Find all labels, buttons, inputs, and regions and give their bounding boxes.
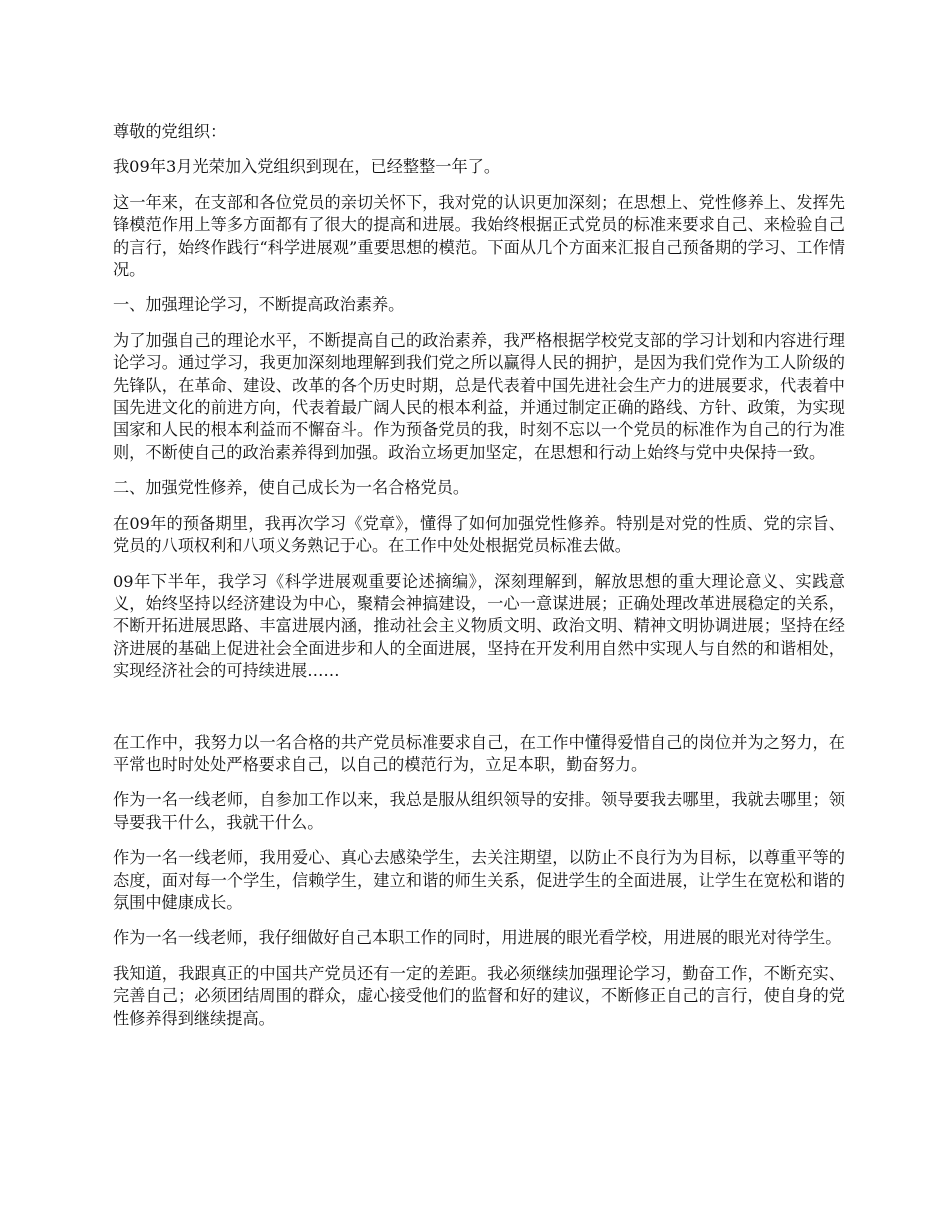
paragraph-scientific-development: 09年下半年，我学习《科学进展观重要论述摘编》，深刻理解到，解放思想的重大理论意义、实践意义，始终坚持以经济建设为中心，聚精会神搞建设，一心一意谋进展；正确处理改革进展稳定的关系，不断开拓进展思路、丰富进展内涵，推动社会主义物质文明、政治文明、精神文明协调进展；坚持在经济进展的基础上促进社会全面进步和人的全面进展，坚持在开发利用自然中实现人与自然的和谐相处，实现经济社会的可持续进展…… [113,571,845,681]
salutation: 尊敬的党组织： [113,122,227,141]
paragraph-overview: 这一年来，在支部和各位党员的亲切关怀下，我对党的认识更加深刻；在思想上、党性修养上、发挥先锋模范作用上等多方面都有了很大的提高和进展。我始终根据正式党员的标准来要求自己、来检验自己的言行，始终作践行“科学进展观”重要思想的模范。下面从几个方面来汇报自己预备期的学习、工作情况。 [113,192,845,280]
paragraph-party-constitution: 在09年的预备期里，我再次学习《党章》，懂得了如何加强党性修养。特别是对党的性质、党的宗旨、党员的八项权利和八项义务熟记于心。在工作中处处根据党员标准去做。 [113,513,845,556]
paragraph-self-improvement: 我知道，我跟真正的中国共产党员还有一定的差距。我必须继续加强理论学习，勤奋工作，不断充实、完善自己；必须团结周围的群众，虚心接受他们的监督和好的建议，不断修正自己的言行，使自身的党性修养得到继续提高。 [113,963,845,1028]
paragraph-gap [113,696,845,732]
section-heading-theory: 一、加强理论学习，不断提高政治素养。 [113,295,405,315]
document-body [113,121,845,1043]
paragraph-join-date: 我09年3月光荣加入党组织到现在，已经整整一年了。 [113,157,501,177]
paragraph-work-attitude: 在工作中，我努力以一名合格的共产党员标准要求自己，在工作中懂得爱惜自己的岗位并为之努力，在平常也时时处处严格要求自己，以自己的模范行为，立足本职，勤奋努力。 [113,732,845,774]
section-heading-party-spirit: 二、加强党性修养，使自己成长为一名合格党员。 [113,478,470,498]
paragraph-theory-study: 为了加强自己的理论水平，不断提高自己的政治素养，我严格根据学校党支部的学习计划和内容进行理论学习。通过学习，我更加深刻地理解到我们党之所以赢得人民的拥护，是因为我们党作为工人阶级的先锋队，在革命、建设、改革的各个历史时期，总是代表着中国先进社会生产力的进展要求，代表着中国先进文化的前进方向，代表着最广阔人民的根本利益，并通过制定正确的路线、方针、政策，为实现国家和人民的根本利益而不懈奋斗。作为预备党员的我，时刻不忘以一个党员的标准作为自己的行为准则，不断使自己的政治素养得到加强。政治立场更加坚定，在思想和行动上始终与党中央保持一致。 [113,330,845,462]
paragraph-teacher-development: 作为一名一线老师，我仔细做好自己本职工作的同时，用进展的眼光看学校，用进展的眼光对待学生。 [113,928,842,948]
paragraph-teacher-care: 作为一名一线老师，我用爱心、真心去感染学生，去关注期望，以防止不良行为为目标，以尊重平等的态度，面对每一个学生，信赖学生，建立和谐的师生关系，促进学生的全面进展，让学生在宽松和谐的氛围中健康成长。 [113,848,845,912]
paragraph-teacher-obedience: 作为一名一线老师，自参加工作以来，我总是服从组织领导的安排。领导要我去哪里，我就去哪里；领导要我干什么，我就干什么。 [113,790,845,832]
